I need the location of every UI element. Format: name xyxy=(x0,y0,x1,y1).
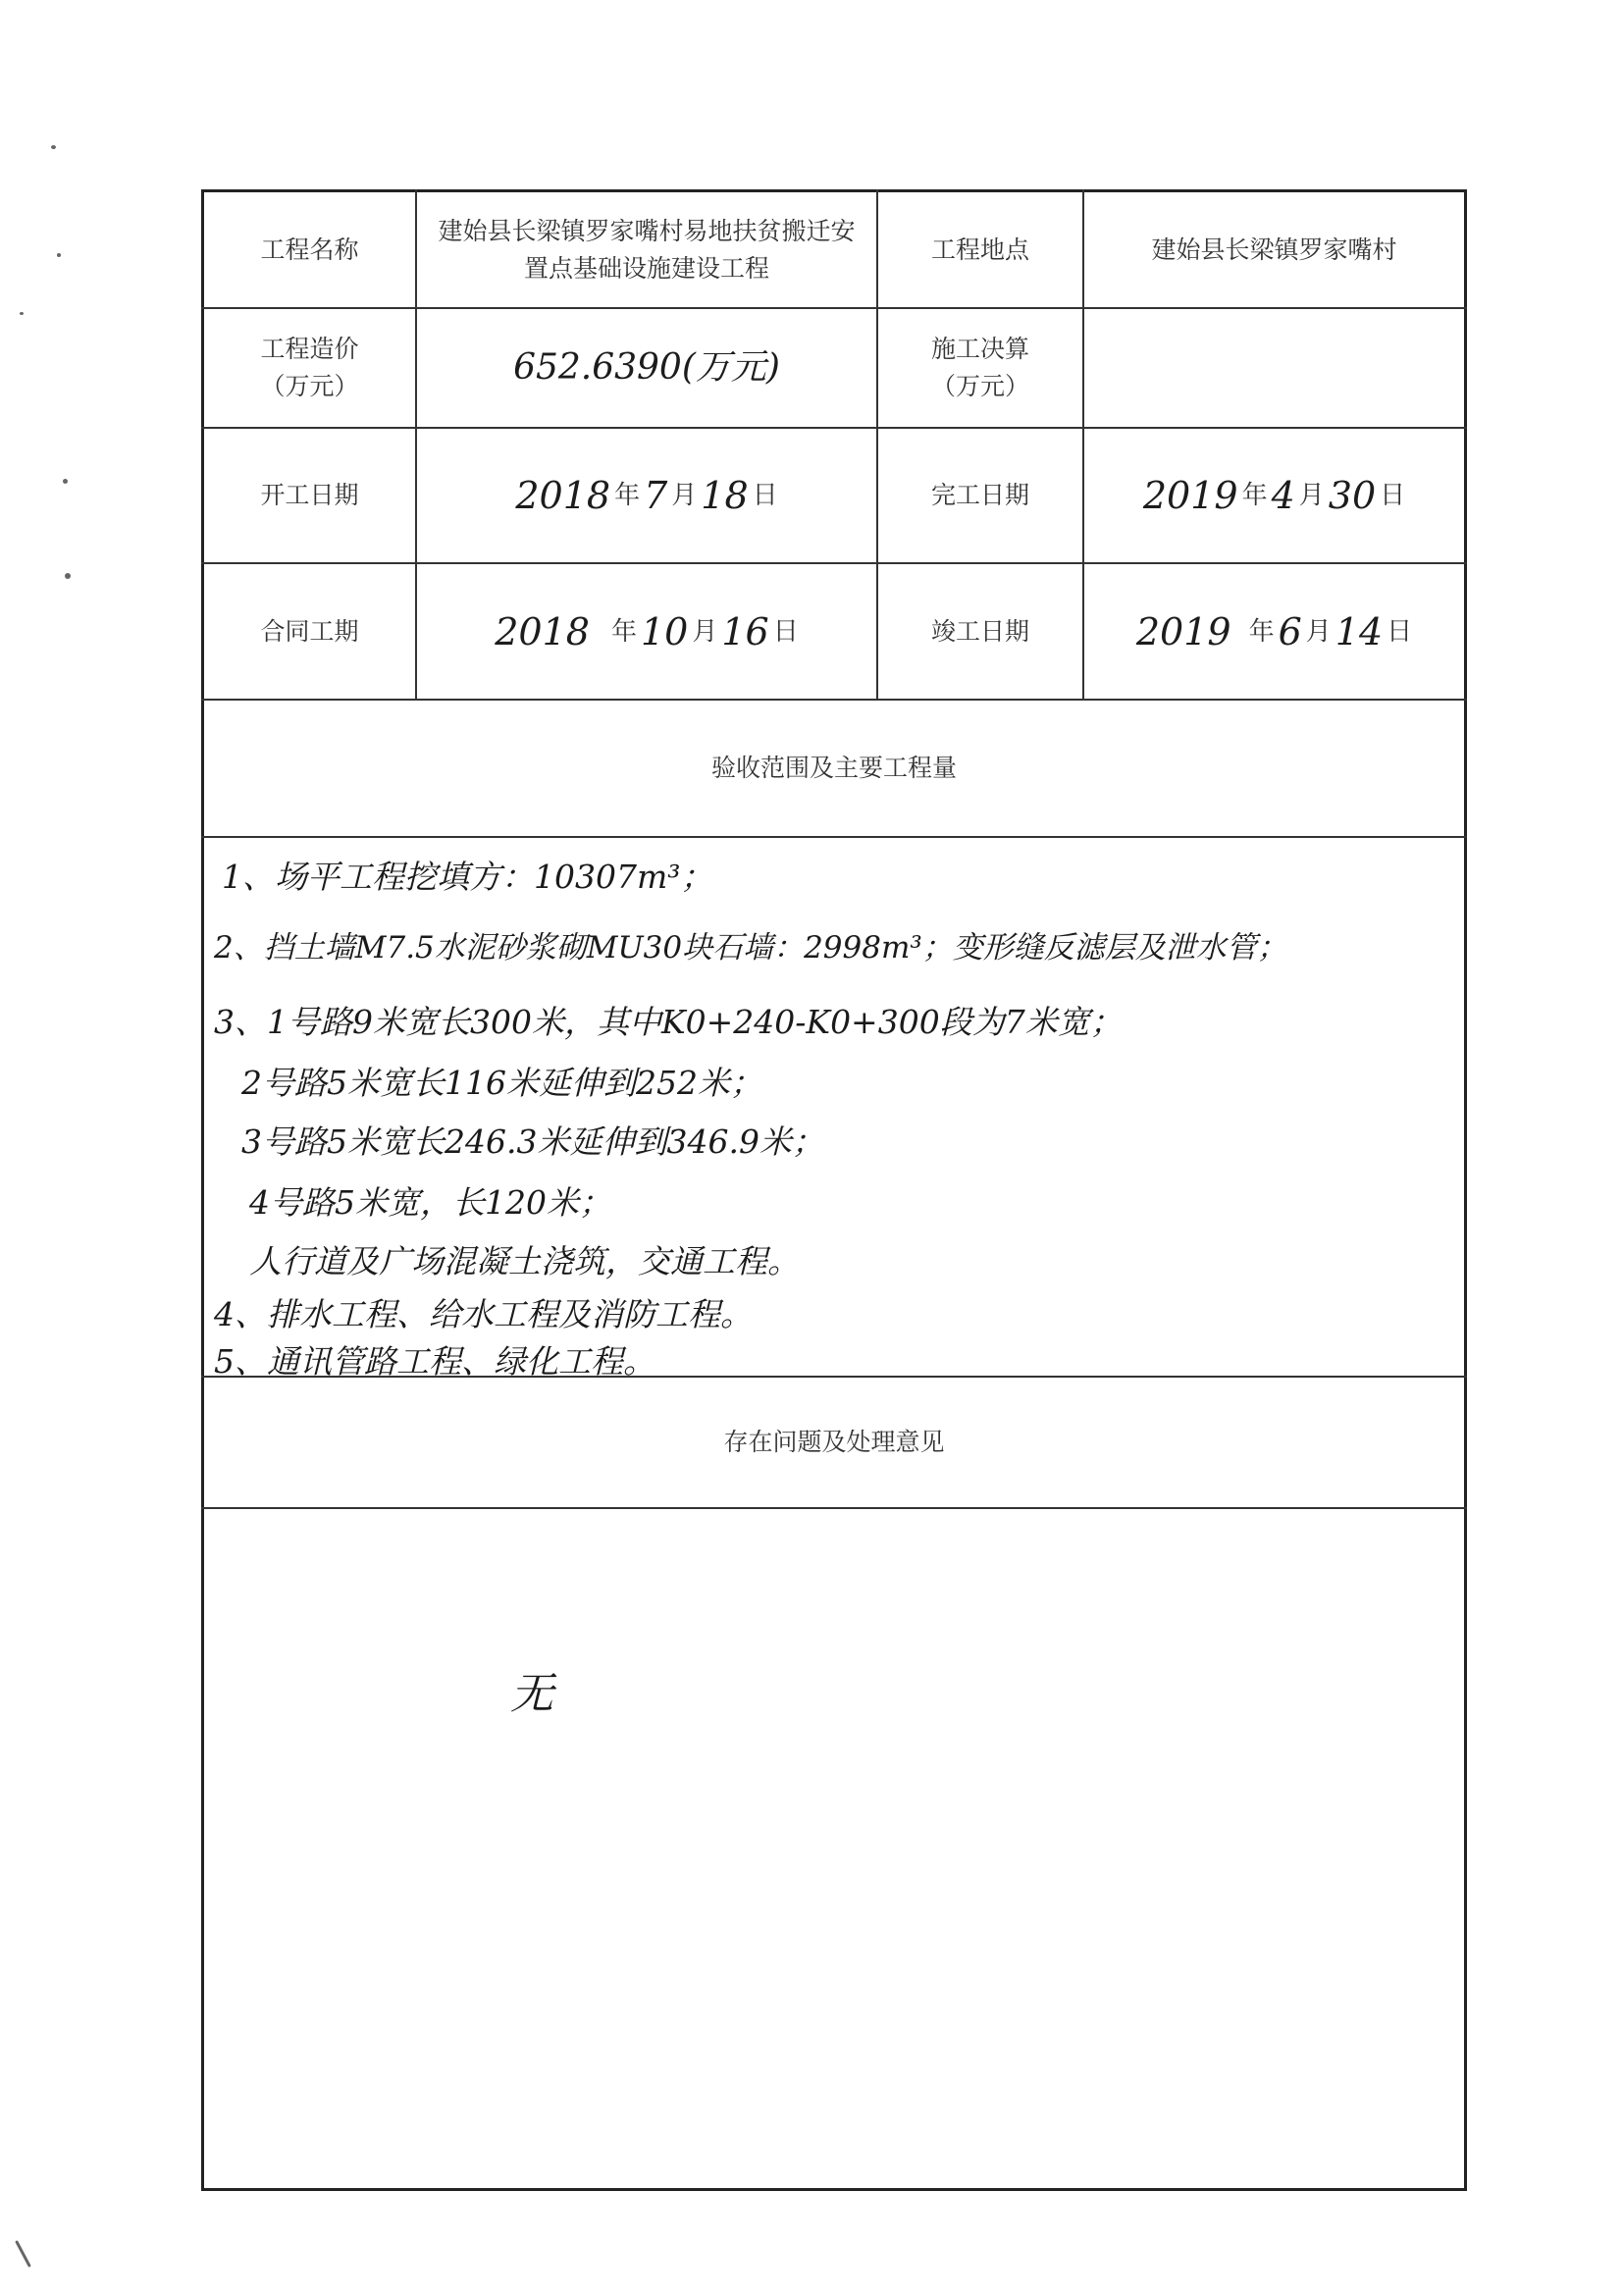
start-month: 7 xyxy=(644,474,668,517)
scan-speck xyxy=(65,573,71,579)
scope-item: 人行道及广场混凝土浇筑，交通工程。 xyxy=(249,1242,800,1280)
scope-item: 2号路5米宽长116米延伸到252米； xyxy=(241,1064,762,1102)
cost-value: 652.6390(万元) xyxy=(513,347,780,388)
scan-speck xyxy=(51,145,56,149)
year-unit: 年 xyxy=(1248,616,1275,647)
scan-speck xyxy=(20,312,24,315)
contract-day: 16 xyxy=(721,609,769,653)
year-unit: 年 xyxy=(610,616,637,647)
finish-date-value xyxy=(1084,429,1464,562)
project-location-value: 建始县长梁镇罗家嘴村 xyxy=(1151,235,1397,264)
finish-year: 2019 xyxy=(1142,474,1238,517)
scope-item: 4、排水工程、给水工程及消防工程。 xyxy=(214,1295,753,1333)
contract-year: 2018 xyxy=(495,609,590,653)
row-divider xyxy=(201,836,1467,838)
start-day: 18 xyxy=(701,474,749,517)
contract-date-value xyxy=(417,564,876,699)
issues-header: 存在问题及处理意见 xyxy=(723,1428,945,1456)
day-unit: 日 xyxy=(752,481,778,510)
finish-date-label: 完工日期 xyxy=(930,481,1029,509)
month-unit: 月 xyxy=(671,481,698,510)
finish-month: 4 xyxy=(1271,474,1295,517)
start-date-label: 开工日期 xyxy=(260,481,359,509)
day-unit: 日 xyxy=(1380,481,1406,510)
project-name-value: 建始县长梁镇罗家嘴村易地扶贫搬迁安置点基础设施建设工程 xyxy=(438,216,856,283)
start-date-value xyxy=(417,429,876,562)
scope-item: 5、通讯管路工程、绿化工程。 xyxy=(214,1342,655,1381)
scope-item: 2、挡土墙M7.5水泥砂浆砌MU30块石墙：2998m³；变形缝反滤层及泄水管； xyxy=(214,930,1287,965)
completion-date-label: 竣工日期 xyxy=(930,616,1029,646)
cost-label: 工程造价（万元） xyxy=(260,335,359,400)
project-name-label: 工程名称 xyxy=(260,235,359,264)
scan-speck xyxy=(63,479,68,484)
month-unit: 月 xyxy=(692,616,718,647)
finish-day: 30 xyxy=(1328,474,1377,517)
project-location-label: 工程地点 xyxy=(930,235,1029,264)
scope-item: 1、场平工程挖填方：10307m³； xyxy=(222,858,713,896)
scope-item: 3、1号路9米宽长300米，其中K0+240-K0+300段为7米宽； xyxy=(214,1003,1123,1041)
contract-period-label: 合同工期 xyxy=(260,616,359,646)
scan-speck xyxy=(57,253,61,257)
row-divider xyxy=(201,1507,1467,1509)
scope-header: 验收范围及主要工程量 xyxy=(710,754,957,782)
day-unit: 日 xyxy=(772,616,799,647)
completion-date-value xyxy=(1084,564,1464,699)
completion-day: 14 xyxy=(1335,609,1384,653)
year-unit: 年 xyxy=(1241,481,1268,510)
issues-value: 无 xyxy=(510,1669,553,1719)
settlement-label: 施工决算（万元） xyxy=(930,335,1029,400)
completion-year: 2019 xyxy=(1135,609,1231,653)
month-unit: 月 xyxy=(1298,481,1325,510)
day-unit: 日 xyxy=(1387,616,1413,647)
month-unit: 月 xyxy=(1305,616,1332,647)
scope-item: 3号路5米宽长246.3米延伸到346.9米； xyxy=(241,1122,824,1161)
completion-month: 6 xyxy=(1278,609,1302,653)
scope-item: 4号路5米宽，长120米； xyxy=(249,1183,611,1222)
contract-month: 10 xyxy=(640,609,689,653)
start-year: 2018 xyxy=(515,474,611,517)
scan-speck xyxy=(15,2240,31,2268)
settlement-value xyxy=(1084,309,1464,427)
year-unit: 年 xyxy=(614,481,641,510)
